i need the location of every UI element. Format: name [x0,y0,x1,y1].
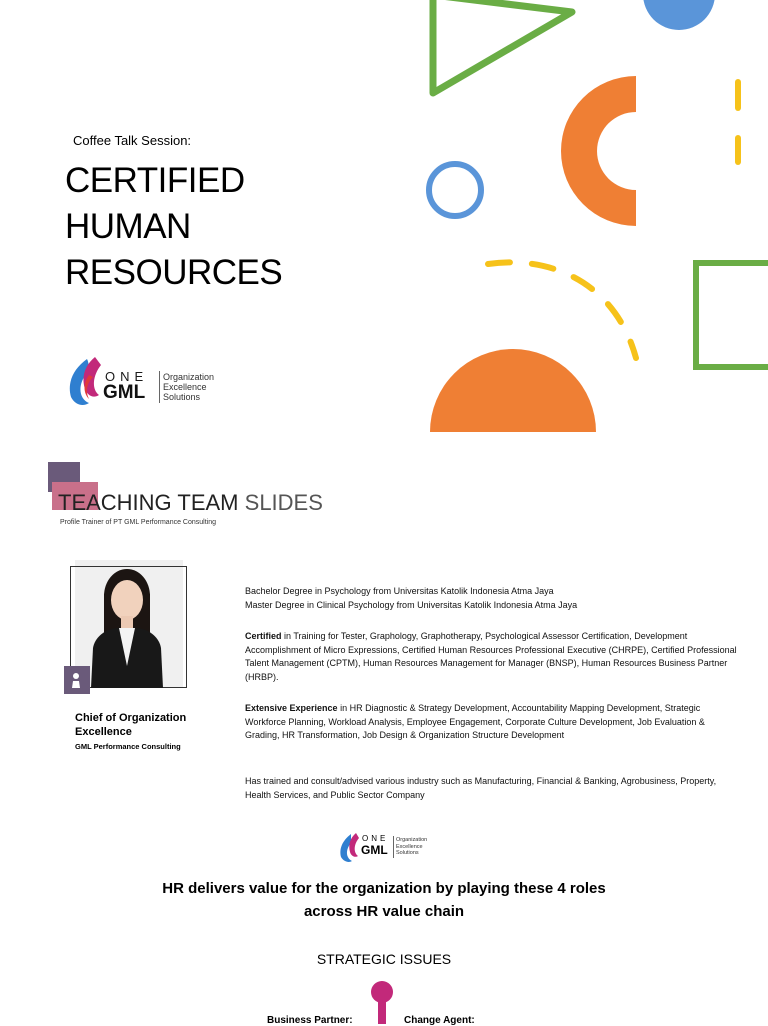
orange-half-circle-shape [430,349,596,432]
title-line-2: HUMAN [65,207,191,246]
green-square-shape [696,263,768,367]
education-block [245,585,740,612]
role-title: Chief of Organization Excellence [75,712,187,738]
yellow-dashed-arc-shape [488,262,636,358]
strategic-issues-label: STRATEGIC ISSUES [316,951,452,967]
experience-text: in HR Diagnostic & Strategy Development, Accountability Mapping Development, Strategic Workforce Planning, Workload Analysis, Employee Engagement, Corporate Culture Development, Job Evaluation & Grading, HR Transformation, Job Design & Organization Structure Development [245,703,705,740]
logo-tagline: Organization Excellence Solutions [163,372,215,402]
teaching-team-subtitle: Profile Trainer of PT GML Performance Consulting [60,519,217,526]
hr-headline: HR delivers value for the organization by playing these 4 roles across HR value chain [162,880,606,920]
experience-label: Extensive Experience [245,703,338,713]
flame-logo-icon [65,355,105,407]
blue-circle-shape [643,0,715,30]
logo-tagline: Organization Excellence Solutions [396,837,428,856]
logo-one-text: ONE [362,834,389,843]
person-badge [64,666,90,694]
green-triangle-shape [433,0,572,93]
person-icon [64,666,90,694]
title-line-1: CERTIFIED [65,161,245,200]
trained-block: Has trained and consult/advised various industry such as Manufacturing, Financial & Banking, Agrobusiness, Property, Health Services, and Public Sector Company [245,776,717,800]
company-logo-small [338,830,438,864]
logo-divider [159,371,160,403]
education-line: Master Degree in Clinical Psychology from Universitas Katolik Indonesia Atma Jaya [245,599,578,610]
education-line: Bachelor Degree in Psychology from Universitas Katolik Indonesia Atma Jaya [245,586,554,596]
experience-block [245,702,740,743]
trainer-photo [85,566,167,688]
business-partner-label: Business Partner: [267,1015,353,1026]
logo-gml-text: GML [361,843,388,857]
title-line-3: RESOURCES [65,253,283,292]
certified-text: in Training for Tester, Graphology, Graphotherapy, Psychological Assessor Certification, Development Accomplishment of Micro Expressions, Certified Human Resources Professional Executive (CHRPE), Certified Professional Talent Management (CPTM), Human Resources Management for Manager (BNSP), Human Resources Business Partner (HRBP). [245,631,737,682]
logo-one-text: ONE [105,369,149,384]
magenta-pin-shape [368,978,398,1024]
session-subtitle: Coffee Talk Session: [73,133,192,148]
teaching-team-title: TEACHING TEAM SLIDES [58,490,323,515]
orange-arc-shape [561,76,636,226]
change-agent-label: Change Agent: [404,1015,475,1026]
certified-block [245,630,740,684]
flame-logo-icon [338,832,362,864]
company-logo [65,355,235,411]
certified-label: Certified [245,631,282,641]
role-company: GML Performance Consulting [75,742,181,751]
decorative-shapes [400,0,768,440]
logo-gml-text: GML [103,382,146,403]
blue-ring-shape [429,164,481,216]
logo-divider [393,836,394,858]
